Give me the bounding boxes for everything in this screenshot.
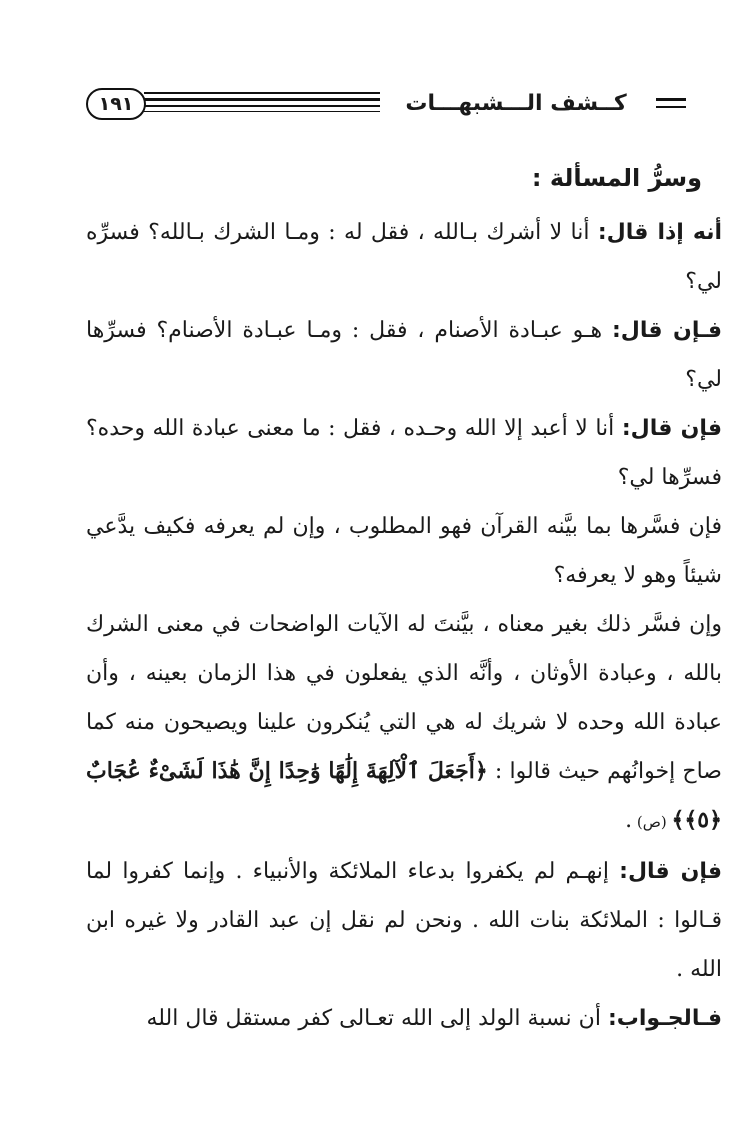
section-title: وسرُّ المسألة :: [531, 164, 702, 192]
header-rule-short: [656, 98, 686, 101]
paragraph-tail: .: [625, 808, 633, 833]
paragraph-text: هـو عبـادة الأصنام ، فقل : ومـا عبـادة الأصنام؟ فسرِّها لي؟: [86, 318, 722, 392]
header-rule: [144, 92, 380, 94]
surah-reference: (ص): [632, 813, 672, 831]
paragraph-text: إنهـم لم يكفروا بدعاء الملائكة والأنبياء . وإنما كفروا لما قـالوا : الملائكة بنات الله . ونحن لم نقل إن عبد القادر ولا غيره ابن الله .: [86, 859, 722, 982]
paragraph-text: أنا لا أشرك بـالله ، فقل له : ومـا الشرك بـالله؟ فسرِّه لي؟: [86, 220, 722, 294]
paragraph-lead: فـالجـواب:: [607, 1006, 722, 1031]
quran-verse: ﴿أَجَعَلَ ٱلْآلِهَةَ إِلَٰهًا وَٰحِدًا إِنَّ هَٰذَا لَشَىْءٌ عُجَابٌ ﴿٥﴾﴾: [86, 758, 722, 833]
paragraph: [86, 208, 722, 306]
header-rule: [144, 105, 380, 107]
running-title: كــشف الـــشبهـــات: [405, 91, 627, 116]
paragraph-lead: فإن قال:: [621, 416, 723, 441]
paragraph-lead: فـإن قال:: [611, 318, 722, 343]
paragraph: [86, 306, 722, 404]
paragraph-text: أن نسبة الولد إلى الله تعـالى كفر مستقل قال الله: [146, 1006, 608, 1031]
header-rule: [144, 98, 380, 101]
paragraph-text: وإن فسَّر ذلك بغير معناه ، بيَّنتَ له الآيات الواضحات في معنى الشرك بالله ، وعبادة الأوثان ، وأنَّه الذي يفعلون في هذا الزمان بعينه ، وأن عبادة الله وحده لا شريك له هي التي يُنكرون علينا ويصيحون منه كما صاح إخوانُهم حيث قالوا :: [86, 612, 722, 784]
running-header: [86, 84, 686, 124]
paragraph-lead: أنه إذا قال:: [597, 220, 722, 245]
body-text: [86, 150, 722, 1043]
header-rule: [144, 111, 380, 112]
paragraph-text: فإن فسَّرها بما بيَّنه القرآن فهو المطلوب ، وإن لم يعرفه فكيف يدَّعي شيئاً وهو لا يعرفه؟: [86, 514, 722, 588]
paragraph: [86, 994, 722, 1043]
paragraph: [86, 502, 722, 600]
page-number: ١٩١: [86, 88, 146, 120]
paragraph-lead: فإن قال:: [619, 859, 723, 884]
paragraph: [86, 600, 722, 847]
paragraph: [86, 404, 722, 502]
header-rule-short: [656, 106, 686, 108]
paragraph-text: أنا لا أعبد إلا الله وحـده ، فقل : ما معنى عبادة الله وحده؟ فسرِّها لي؟: [86, 416, 722, 490]
paragraph: [86, 847, 722, 994]
